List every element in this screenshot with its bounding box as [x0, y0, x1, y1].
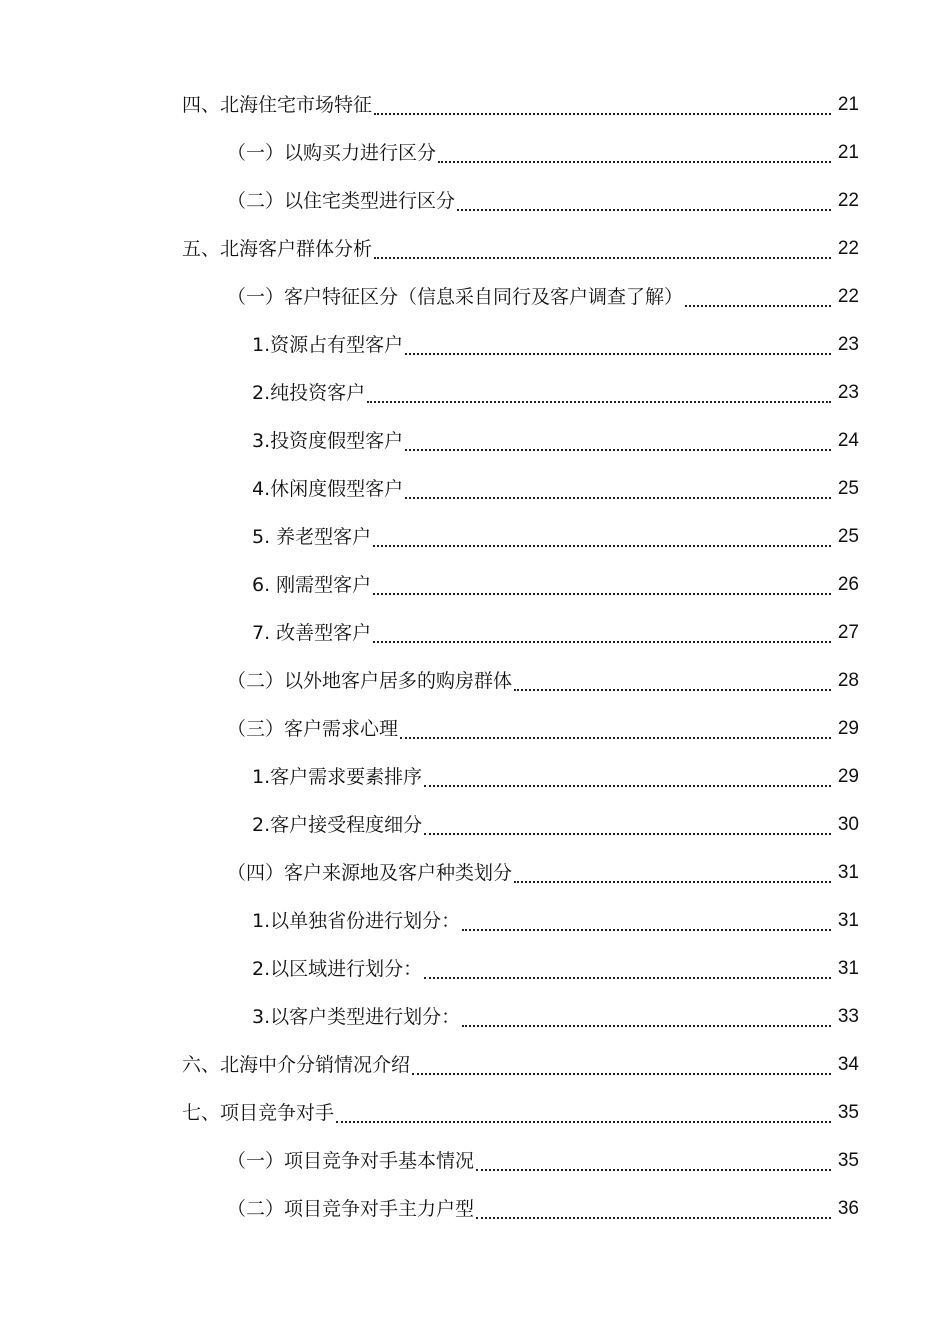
toc-entry-4-1[interactable] [0, 129, 950, 177]
toc-leader-dots [438, 160, 831, 163]
toc-entry-title: 六、北海中介分销情况介绍 [182, 1054, 411, 1076]
toc-entry-4-2[interactable] [0, 177, 950, 225]
toc-entry-page: 24 [837, 430, 859, 451]
toc-entry-5-4-2[interactable] [0, 945, 950, 993]
toc-entry-page: 28 [837, 670, 859, 691]
toc-entry-page: 21 [837, 94, 859, 115]
toc-leader-dots [373, 592, 831, 595]
toc-entry-title: 七、项目竞争对手 [182, 1102, 335, 1124]
toc-entry-page: 23 [837, 382, 859, 403]
toc-entry-page: 31 [837, 862, 859, 883]
toc-entry-5-1-3[interactable] [0, 417, 950, 465]
toc-entry-page: 35 [837, 1102, 859, 1123]
toc-leader-dots [374, 256, 831, 259]
toc-entry-7-1[interactable] [0, 1137, 950, 1185]
toc-entry-5-1-4[interactable] [0, 465, 950, 513]
toc-entry-page: 29 [837, 718, 859, 739]
toc-leader-dots [373, 640, 831, 643]
toc-leader-dots [374, 112, 831, 115]
toc-leader-dots [476, 1168, 831, 1171]
toc-entry-page: 25 [837, 478, 859, 499]
toc-entry-page: 25 [837, 526, 859, 547]
toc-entry-title: （四）客户来源地及客户种类划分 [227, 862, 513, 884]
toc-entry-title: （一）客户特征区分（信息采自同行及客户调查了解） [227, 286, 684, 308]
toc-entry-page: 26 [837, 574, 859, 595]
toc-entry-page: 36 [837, 1198, 859, 1219]
toc-entry-title: 2.客户接受程度细分 [252, 814, 423, 836]
toc-entry-7-2[interactable] [0, 1185, 950, 1233]
toc-leader-dots [462, 928, 831, 931]
toc-leader-dots [412, 1072, 831, 1075]
toc-entry-title: 1.资源占有型客户 [252, 334, 404, 356]
toc-leader-dots [424, 784, 831, 787]
toc-leader-dots [457, 208, 831, 211]
toc-entry-title: 1.客户需求要素排序 [252, 766, 423, 788]
toc-leader-dots [367, 400, 831, 403]
toc-entry-title: 1.以单独省份进行划分： [252, 910, 461, 932]
toc-entry-title: 4.休闲度假型客户 [252, 478, 404, 500]
toc-entry-5-1-5[interactable] [0, 513, 950, 561]
toc-entry-5-1-2[interactable] [0, 369, 950, 417]
toc-entry-page: 30 [837, 814, 859, 835]
toc-entry-title: 2.以区域进行划分： [252, 958, 423, 980]
toc-entry-page: 29 [837, 766, 859, 787]
toc-entry-page: 33 [837, 1006, 859, 1027]
toc-entry-title: （二）以住宅类型进行区分 [227, 190, 456, 212]
toc-leader-dots [336, 1120, 831, 1123]
toc-entry-page: 22 [837, 238, 859, 259]
toc-leader-dots [514, 880, 831, 883]
toc-entry-page: 34 [837, 1054, 859, 1075]
toc-entry-section-7[interactable] [0, 1089, 950, 1137]
toc-entry-5-1-1[interactable] [0, 321, 950, 369]
toc-leader-dots [685, 304, 831, 307]
toc-entry-title: 7. 改善型客户 [252, 622, 372, 644]
toc-entry-title: （三）客户需求心理 [227, 718, 399, 740]
toc-entry-title: 3.以客户类型进行划分： [252, 1006, 461, 1028]
toc-entry-5-2[interactable] [0, 657, 950, 705]
toc-leader-dots [405, 496, 831, 499]
toc-entry-page: 22 [837, 190, 859, 211]
toc-entry-section-4[interactable] [0, 81, 950, 129]
toc-entry-title: （二）项目竞争对手主力户型 [227, 1198, 475, 1220]
toc-leader-dots [405, 448, 831, 451]
toc-entry-5-4-3[interactable] [0, 993, 950, 1041]
toc-entry-5-1-7[interactable] [0, 609, 950, 657]
toc-entry-title: 6. 刚需型客户 [252, 574, 372, 596]
toc-entry-title: （一）项目竞争对手基本情况 [227, 1150, 475, 1172]
toc-leader-dots [405, 352, 831, 355]
toc-entry-5-3-1[interactable] [0, 753, 950, 801]
toc-entry-title: （一）以购买力进行区分 [227, 142, 437, 164]
toc-entry-page: 31 [837, 958, 859, 979]
toc-entry-5-4-1[interactable] [0, 897, 950, 945]
toc-entry-page: 35 [837, 1150, 859, 1171]
toc-entry-title: 五、北海客户群体分析 [182, 238, 373, 260]
toc-entry-section-6[interactable] [0, 1041, 950, 1089]
toc-entry-page: 31 [837, 910, 859, 931]
toc-entry-title: 2.纯投资客户 [252, 382, 366, 404]
toc-entry-5-4[interactable] [0, 849, 950, 897]
toc-entry-title: 3.投资度假型客户 [252, 430, 404, 452]
toc-entry-page: 22 [837, 286, 859, 307]
toc-entry-section-5[interactable] [0, 225, 950, 273]
toc-entry-5-1-6[interactable] [0, 561, 950, 609]
toc-entry-page: 27 [837, 622, 859, 643]
toc-leader-dots [476, 1216, 831, 1219]
toc-leader-dots [400, 736, 831, 739]
toc-entry-page: 21 [837, 142, 859, 163]
toc-entry-title: 四、北海住宅市场特征 [182, 94, 373, 116]
toc-entry-title: （二）以外地客户居多的购房群体 [227, 670, 513, 692]
toc-leader-dots [424, 832, 831, 835]
toc-entry-5-1[interactable] [0, 273, 950, 321]
toc-leader-dots [373, 544, 831, 547]
toc-leader-dots [514, 688, 831, 691]
toc-entry-page: 23 [837, 334, 859, 355]
toc-entry-title: 5. 养老型客户 [252, 526, 372, 548]
toc-leader-dots [462, 1024, 831, 1027]
toc-entry-5-3-2[interactable] [0, 801, 950, 849]
toc-leader-dots [424, 976, 831, 979]
table-of-contents [0, 81, 950, 1233]
toc-entry-5-3[interactable] [0, 705, 950, 753]
